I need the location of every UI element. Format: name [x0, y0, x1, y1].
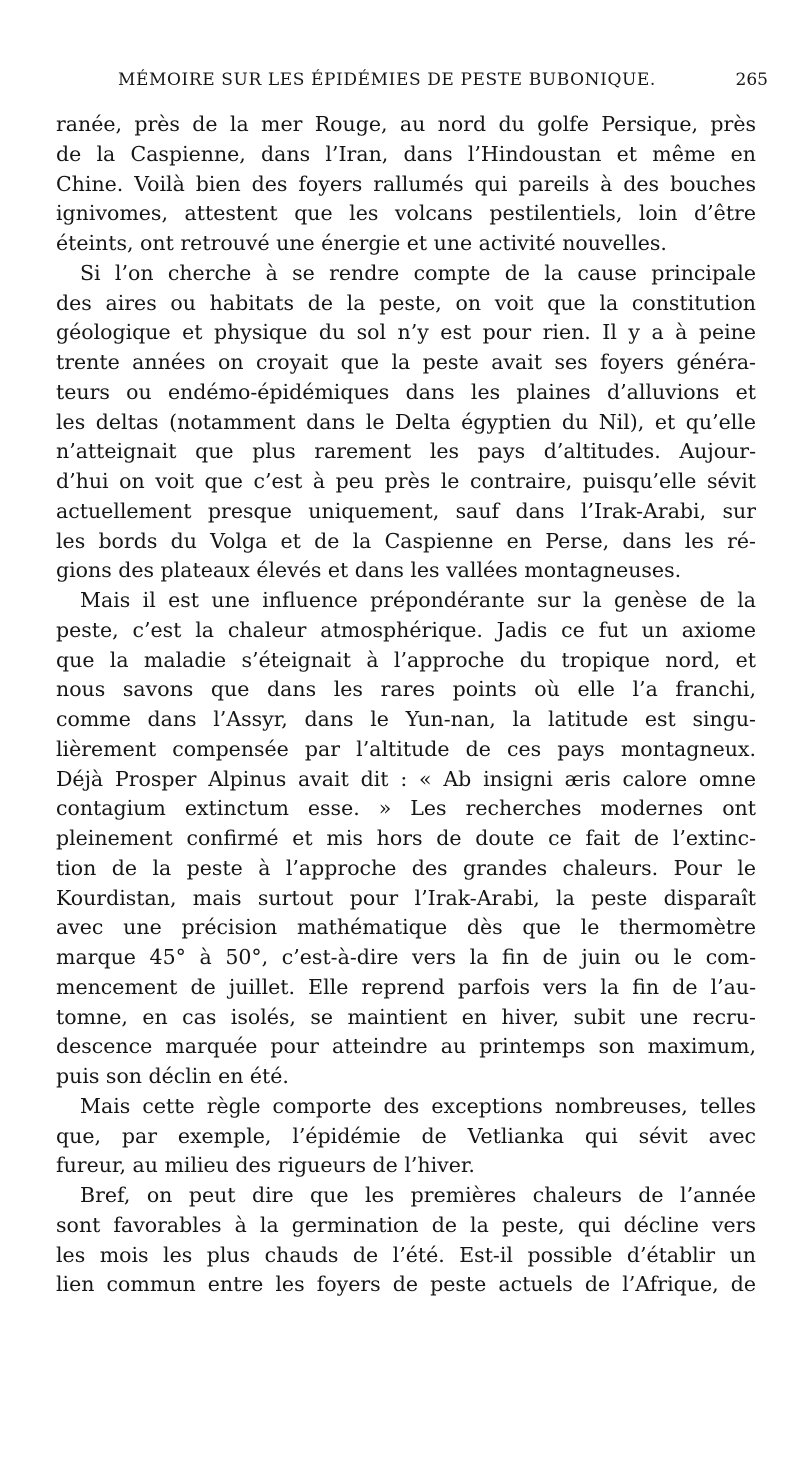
text-line: géologique et physique du sol n’y est pour rien. Il y a à peine [56, 320, 756, 345]
text-line: comme dans l’Assyr, dans le Yun-nan, la latitude est singu- [56, 707, 756, 731]
text-line: les bords du Volga et de la Caspienne en Perse, dans les ré- [56, 528, 756, 553]
text-line: descence marquée pour atteindre au printemps son maximum, [56, 1034, 756, 1059]
text-line: sont favorables à la germination de la peste, qui décline vers [56, 1212, 756, 1237]
text-line: trente années on croyait que la peste avait ses foyers généra- [56, 350, 756, 374]
text-line: teurs ou endémo-épidémiques dans les plaines d’alluvions et [56, 379, 756, 404]
text-line: Mais cette règle comporte des exceptions nombreuses, telles [80, 1093, 756, 1118]
text-line: pleinement confirmé et mis hors de doute ce fait de l’extinc- [56, 826, 756, 850]
text-line: Mais il est une influence prépondérante sur la genèse de la [80, 588, 756, 612]
text-line: mencement de juillet. Elle reprend parfois vers la fin de l’au- [56, 974, 756, 999]
text-line: lièrement compensée par l’altitude de ces pays montagneux. [56, 736, 756, 761]
text-line: d’hui on voit que c’est à peu près le contraire, puisqu’elle sévit [56, 469, 756, 493]
text-line: nous savons que dans les rares points où elle l’a franchi, [56, 677, 756, 702]
text-line: gions des plateaux élevés et dans les vallées montagneuses. [56, 558, 682, 583]
text-line: avec une précision mathématique dès que le thermomètre [56, 915, 756, 940]
text-line: Si l’on cherche à se rendre compte de la cause principale [80, 260, 756, 285]
text-line: Bref, on peut dire que les premières chaleurs de l’année [80, 1183, 756, 1207]
body-text [56, 110, 756, 1300]
text-line: contagium extinctum esse. » Les recherches modernes ont [56, 796, 756, 821]
text-line: des aires ou habitats de la peste, on voit que la constitution [56, 290, 756, 315]
text-line: Chine. Voilà bien des foyers rallumés qui pareils à des bouches [56, 171, 756, 196]
text-line: fureur, au milieu des rigueurs de l’hiver. [56, 1153, 475, 1178]
running-title: MÉMOIRE SUR LES ÉPIDÉMIES DE PESTE BUBONIQUE. [118, 70, 656, 90]
text-line: ranée, près de la mer Rouge, au nord du golfe Persique, près [56, 112, 756, 136]
text-line: Kourdistan, mais surtout pour l’Irak-Arabi, la peste disparaît [56, 885, 756, 910]
text-line: tion de la peste à l’approche des grandes chaleurs. Pour le [56, 855, 756, 880]
text-line: tomne, en cas isolés, se maintient en hiver, subit une recru- [56, 1004, 756, 1029]
text-line: que, par exemple, l’épidémie de Vetlianka qui sévit avec [56, 1123, 756, 1148]
text-line: actuellement presque uniquement, sauf dans l’Irak-Arabi, sur [56, 498, 756, 523]
text-line: puis son déclin en été. [56, 1064, 289, 1088]
running-head [118, 70, 768, 98]
text-line: peste, c’est la chaleur atmosphérique. Jadis ce fut un axiome [56, 617, 756, 642]
text-line: éteints, ont retrouvé une énergie et une activité nouvelles. [56, 231, 667, 255]
text-line: Déjà Prosper Alpinus avait dit : « Ab insigni æris calore omne [56, 766, 756, 791]
text-line: n’atteignait que plus rarement les pays d’altitudes. Aujour- [56, 439, 756, 464]
text-line: lien commun entre les foyers de peste actuels de l’Afrique, de [56, 1272, 756, 1297]
text-line: les deltas (notamment dans le Delta égyptien du Nil), et qu’elle [56, 409, 756, 434]
text-line: les mois les plus chauds de l’été. Est-il possible d’établir un [56, 1242, 756, 1267]
text-line: que la maladie s’éteignait à l’approche du tropique nord, et [56, 647, 756, 672]
text-line: de la Caspienne, dans l’Iran, dans l’Hindoustan et même en [56, 141, 756, 166]
text-line: ignivomes, attestent que les volcans pestilentiels, loin d’être [56, 201, 756, 226]
text-line: marque 45° à 50°, c’est-à-dire vers la fin de juin ou le com- [56, 945, 756, 969]
page-number: 265 [735, 70, 768, 90]
